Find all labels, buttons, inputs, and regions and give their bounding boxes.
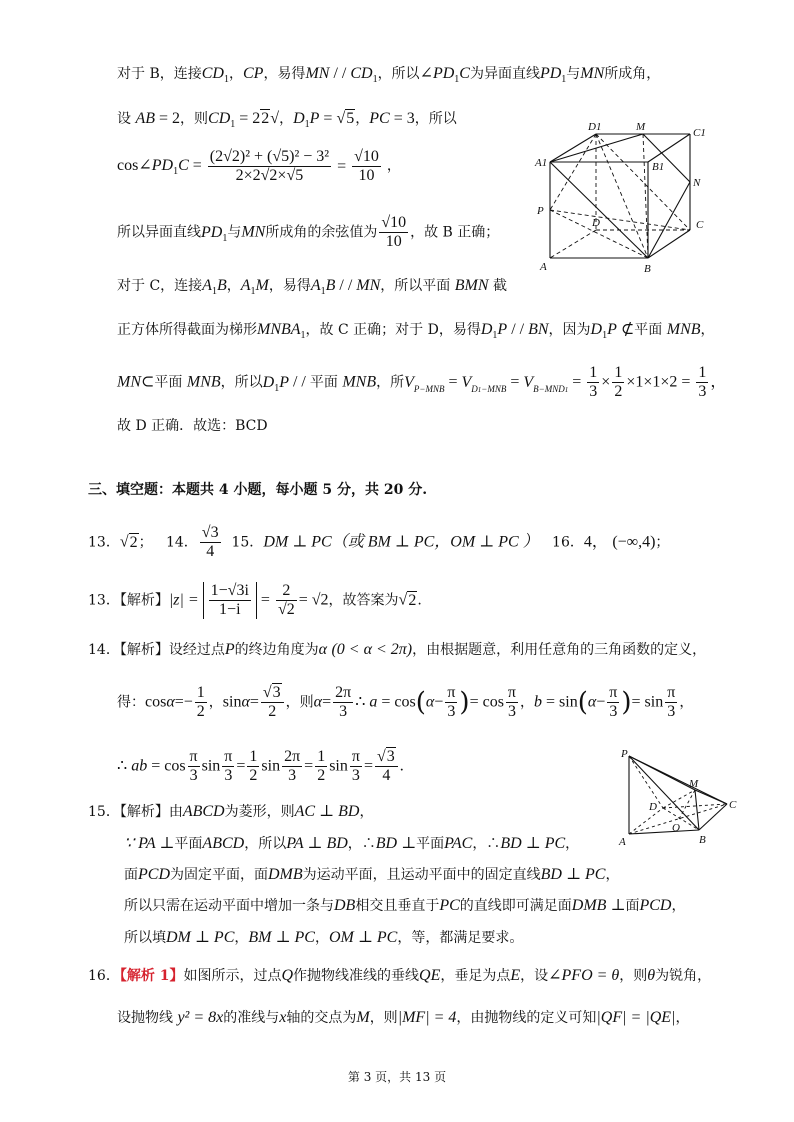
para-b-line1: 对于 B，连接$CD_1$，CP，易得MN / / $CD_1$，所以$\angle PD_1C$为异面直线$PD_1$与MN所成角， (117, 65, 661, 85)
label-A: A (540, 261, 547, 273)
label-P2: P (621, 748, 628, 760)
para-b-conclusion: 所以异面直线$PD_1$与MN所成角的余弦值为 $\frac{√10}{10}$ ，故 B 正确； (117, 214, 500, 250)
label-C2: C (729, 799, 737, 811)
label-D1: D1 (588, 121, 602, 133)
page-footer: 第 3 页，共 13 页 (347, 1070, 447, 1084)
cos-fraction: $\frac{\text{(2√2)² + (√5)² − 3²}}{2\times 2√2\times√5}$ (209, 148, 330, 184)
label-M2: M (689, 778, 699, 790)
cos-result: $\frac{√10}{10}$ (354, 148, 379, 184)
label-D: D (592, 217, 600, 229)
label-D2: D (649, 801, 657, 813)
label-A1: A1 (535, 157, 548, 169)
cube-figure (530, 118, 720, 276)
pyramid-figure (615, 748, 745, 848)
q15-line3: 面PCD为固定平面，面DMB为运动平面，且运动平面中的固定直线BD ⊥ PC， (124, 866, 620, 883)
q16-line1: 16．【解析 1】如图所示，过点Q作抛物线准线的垂线QE，垂足为点E，设∠PFO = θ，则θ为锐角， (88, 967, 712, 984)
answers-line: 13．√2； 14． $\frac{√3}{4}$ 15．DM ⊥ PC（或 BM ⊥ PC，OM ⊥ PC ） 16．4， (−∞,4)； (88, 524, 670, 560)
q13-solution: 13．【解析】|z| = $\frac{1-√3i}{1-i}$ = $\frac{2}{√2}$ = √2，故答案为√2. (88, 582, 422, 618)
para-b-line2: 设 AB = 2，则$CD_1 = 22√$，$D_1P = √5$，PC = 3，所以 (117, 110, 457, 130)
label-B2: B (699, 834, 706, 846)
q14-line3: ∴ ab = cos $\frac{\pi}{3}$ sin $\frac{\pi}{3}$ = $\frac{1}{2}$ sin $\frac{2\pi}{3}$ = $\frac{1}{2}$ sin $\frac{\pi}{3}$ = $\frac{√3}{4}$ . (117, 748, 404, 784)
q14-line1: 14．【解析】设经过点P的终边角度为α (0 < α < 2π)，由根据题意，利用任意角的三角函数的定义， (88, 641, 707, 658)
label-P: P (537, 205, 544, 217)
q15-line2: ∵ PA ⊥平面ABCD，所以PA ⊥ BD，∴BD ⊥平面PAC，∴BD ⊥ PC， (124, 835, 580, 852)
para-d-line1: 正方体所得截面为梯形$MNBA_1$，故 C 正确；对于 D，易得$D_1P$ / / BN，因为$D_1P$ ⊄平面 MNB， (117, 321, 715, 341)
label-M: M (636, 121, 646, 133)
para-c-line1: 对于 C，连接$A_1B$，$A_1M$，易得$A_1B$ / / MN，所以平面 BMN 截 (117, 277, 507, 297)
label-C1: C1 (693, 127, 706, 139)
label-B1: B1 (652, 161, 665, 173)
label-B: B (644, 263, 651, 275)
q15-line5: 所以填DM ⊥ PC，BM ⊥ PC，OM ⊥ PC，等，都满足要求。 (124, 929, 524, 946)
q14-line2: 得：cosα=− $\frac{1}{2}$ ，sinα= $\frac{√3}{2}$ ，则α= $\frac{2\pi}{3}$ ∴ a = cos(α− $\frac{\pi}{3}$ )= cos $\frac{\pi}{3}$ ，b = sin(α− $\frac{\pi}{3}$ )= sin $\frac{\pi}{3}$ ， (117, 684, 694, 720)
label-A2: A (619, 836, 626, 848)
section-title: 三、填空题：本题共 4 小题，每小题 5 分，共 20 分. (88, 482, 428, 498)
cos-formula: $\cos\angle PD_1C$ = $\frac{\text{(2√2)² + (√5)² − 3²}}{2\times 2√2\times√5}$ = $\frac{√10}{10}$ ， (117, 148, 401, 184)
label-N: N (693, 177, 701, 189)
label-C: C (696, 219, 704, 231)
para-d-conclusion: 故 D 正确．故选：BCD (117, 418, 268, 434)
q16-line2: 设抛物线 y² = 8x的准线与x轴的交点为M，则|MF| = 4，由抛物线的定义可知|QF| = |QE|， (117, 1009, 690, 1026)
q15-line4: 所以只需在运动平面中增加一条与DB相交且垂直于PC的直线即可满足面DMB ⊥面PCD， (124, 897, 686, 914)
para-d-line2: MN⊂平面 MNB，所以$D_1P$ / / 平面 MNB，所$V_{P-MNB} = V_{D1-MNB} = V_{B-MND1}$ = $\frac{1}{3}$ × $\frac{1}{2}$ ×1×1×2 = $\frac{1}{3}$ ， (117, 364, 727, 400)
q15-line1: 15．【解析】由ABCD为菱形，则AC ⊥ BD， (88, 803, 374, 820)
label-O2: O (672, 822, 680, 834)
